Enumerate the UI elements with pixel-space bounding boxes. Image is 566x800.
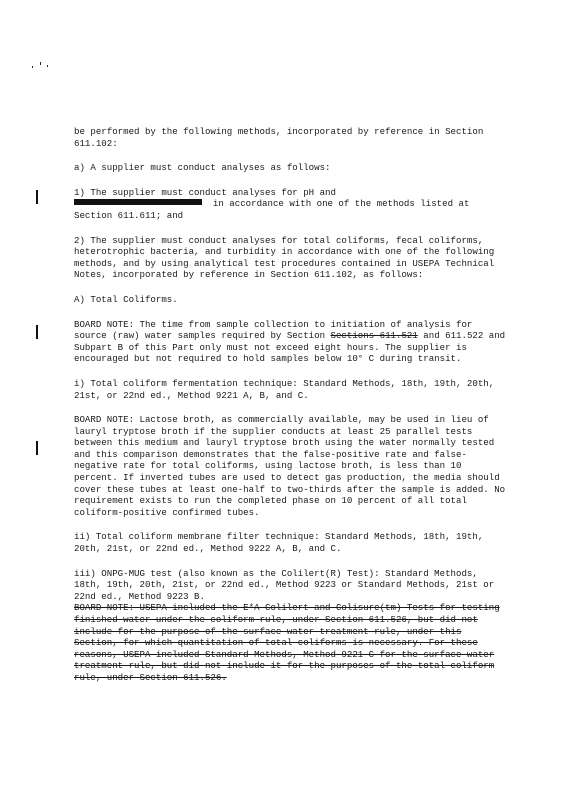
board-note-1-text-a: BOARD NOTE: The time from sample collection to initiation of analysis for source (raw) water samples required by Section — [74, 318, 473, 342]
paragraph-1-line-3: Section 611.611; and — [74, 209, 184, 221]
board-note-1-text-b: and 611.522 and Subpart B of this Part only must not exceed eight hours. The supplier is encouraged but not required to hold samples below 10° C during transit. — [74, 330, 506, 365]
paragraph-1-line-2 — [74, 198, 508, 210]
heading-total-coliforms: A) Total Coliforms. — [74, 293, 178, 305]
item-iii: iii) ONPG-MUG test (also known as the Colilert(R) Test): Standard Methods, 18th, 19th, 20th, 21st, or 22nd ed., Method 9223 or Standard Methods, 21st or 22nd ed., Method 9223 B. — [74, 567, 495, 602]
change-bar — [36, 325, 38, 339]
board-note-2: BOARD NOTE: Lactose broth, as commercially available, may be used in lieu of lauryl tryptose broth if the supplier conducts at least 25 parallel tests between this medium and lauryl tryptose broth using the water normally tested and this comparison demonstrates that the false-positive rate and false-negative rate for total coliforms, using lactose broth, is less than 10 percent. If inverted tubes are used to detect gas production, the media should cover these tubes at least one-half to two-thirds after the sample is added. No requirement exists to run the completed phase on 10 percent of all total coliform-positive confirmed tubes. — [74, 414, 506, 518]
paragraph-1-line-1: 1) The supplier must conduct analyses for pH and — [74, 186, 336, 198]
paragraph-2: 2) The supplier must conduct analyses for total coliforms, fecal coliforms, heterotrophic bacteria, and turbidity in accordance with one of the following methods, and by using analytical test procedures contained in USEPA Technical Notes, incorporated by reference in Section 611.102, as follows: — [74, 234, 495, 281]
board-note-3-struck: BOARD NOTE: USEPA included the E*A Colilert and Colisure(tm) Tests for testing finished water under the coliform rule, under Section 611.526, but did not include for the purpose of the surface water treatment rule, under this Section, for which quantitation of total coliforms is necessary. For these reasons, USEPA included Standard Methods, Method 9221 C for the surface water treatment rule, but did not include it for the purposes of the total coliform rule, under Section 611.526. — [74, 602, 500, 683]
paragraph-1-line-2-text: in accordance with one of the methods listed at — [212, 198, 470, 210]
board-note-1-struck: Sections 611.521 — [330, 330, 418, 342]
redaction-mark — [74, 199, 202, 205]
board-note-1 — [74, 319, 508, 365]
scan-speck — [47, 65, 48, 67]
intro-paragraph: be performed by the following methods, incorporated by reference in Section 611.102: — [74, 126, 484, 149]
document-body — [74, 126, 508, 684]
change-bar — [36, 441, 38, 455]
scan-speck — [32, 66, 33, 68]
change-bar — [36, 190, 38, 204]
item-i: i) Total coliform fermentation technique: Standard Methods, 18th, 19th, 20th, 21st, or 22nd ed., Method 9221 A, B, and C. — [74, 377, 495, 401]
scan-speck — [40, 62, 41, 65]
paragraph-a: a) A supplier must conduct analyses as follows: — [74, 162, 331, 174]
item-ii: ii) Total coliform membrane filter technique: Standard Methods, 18th, 19th, 20th, 21st, or 22nd ed., Method 9222 A, B, and C. — [74, 531, 484, 555]
